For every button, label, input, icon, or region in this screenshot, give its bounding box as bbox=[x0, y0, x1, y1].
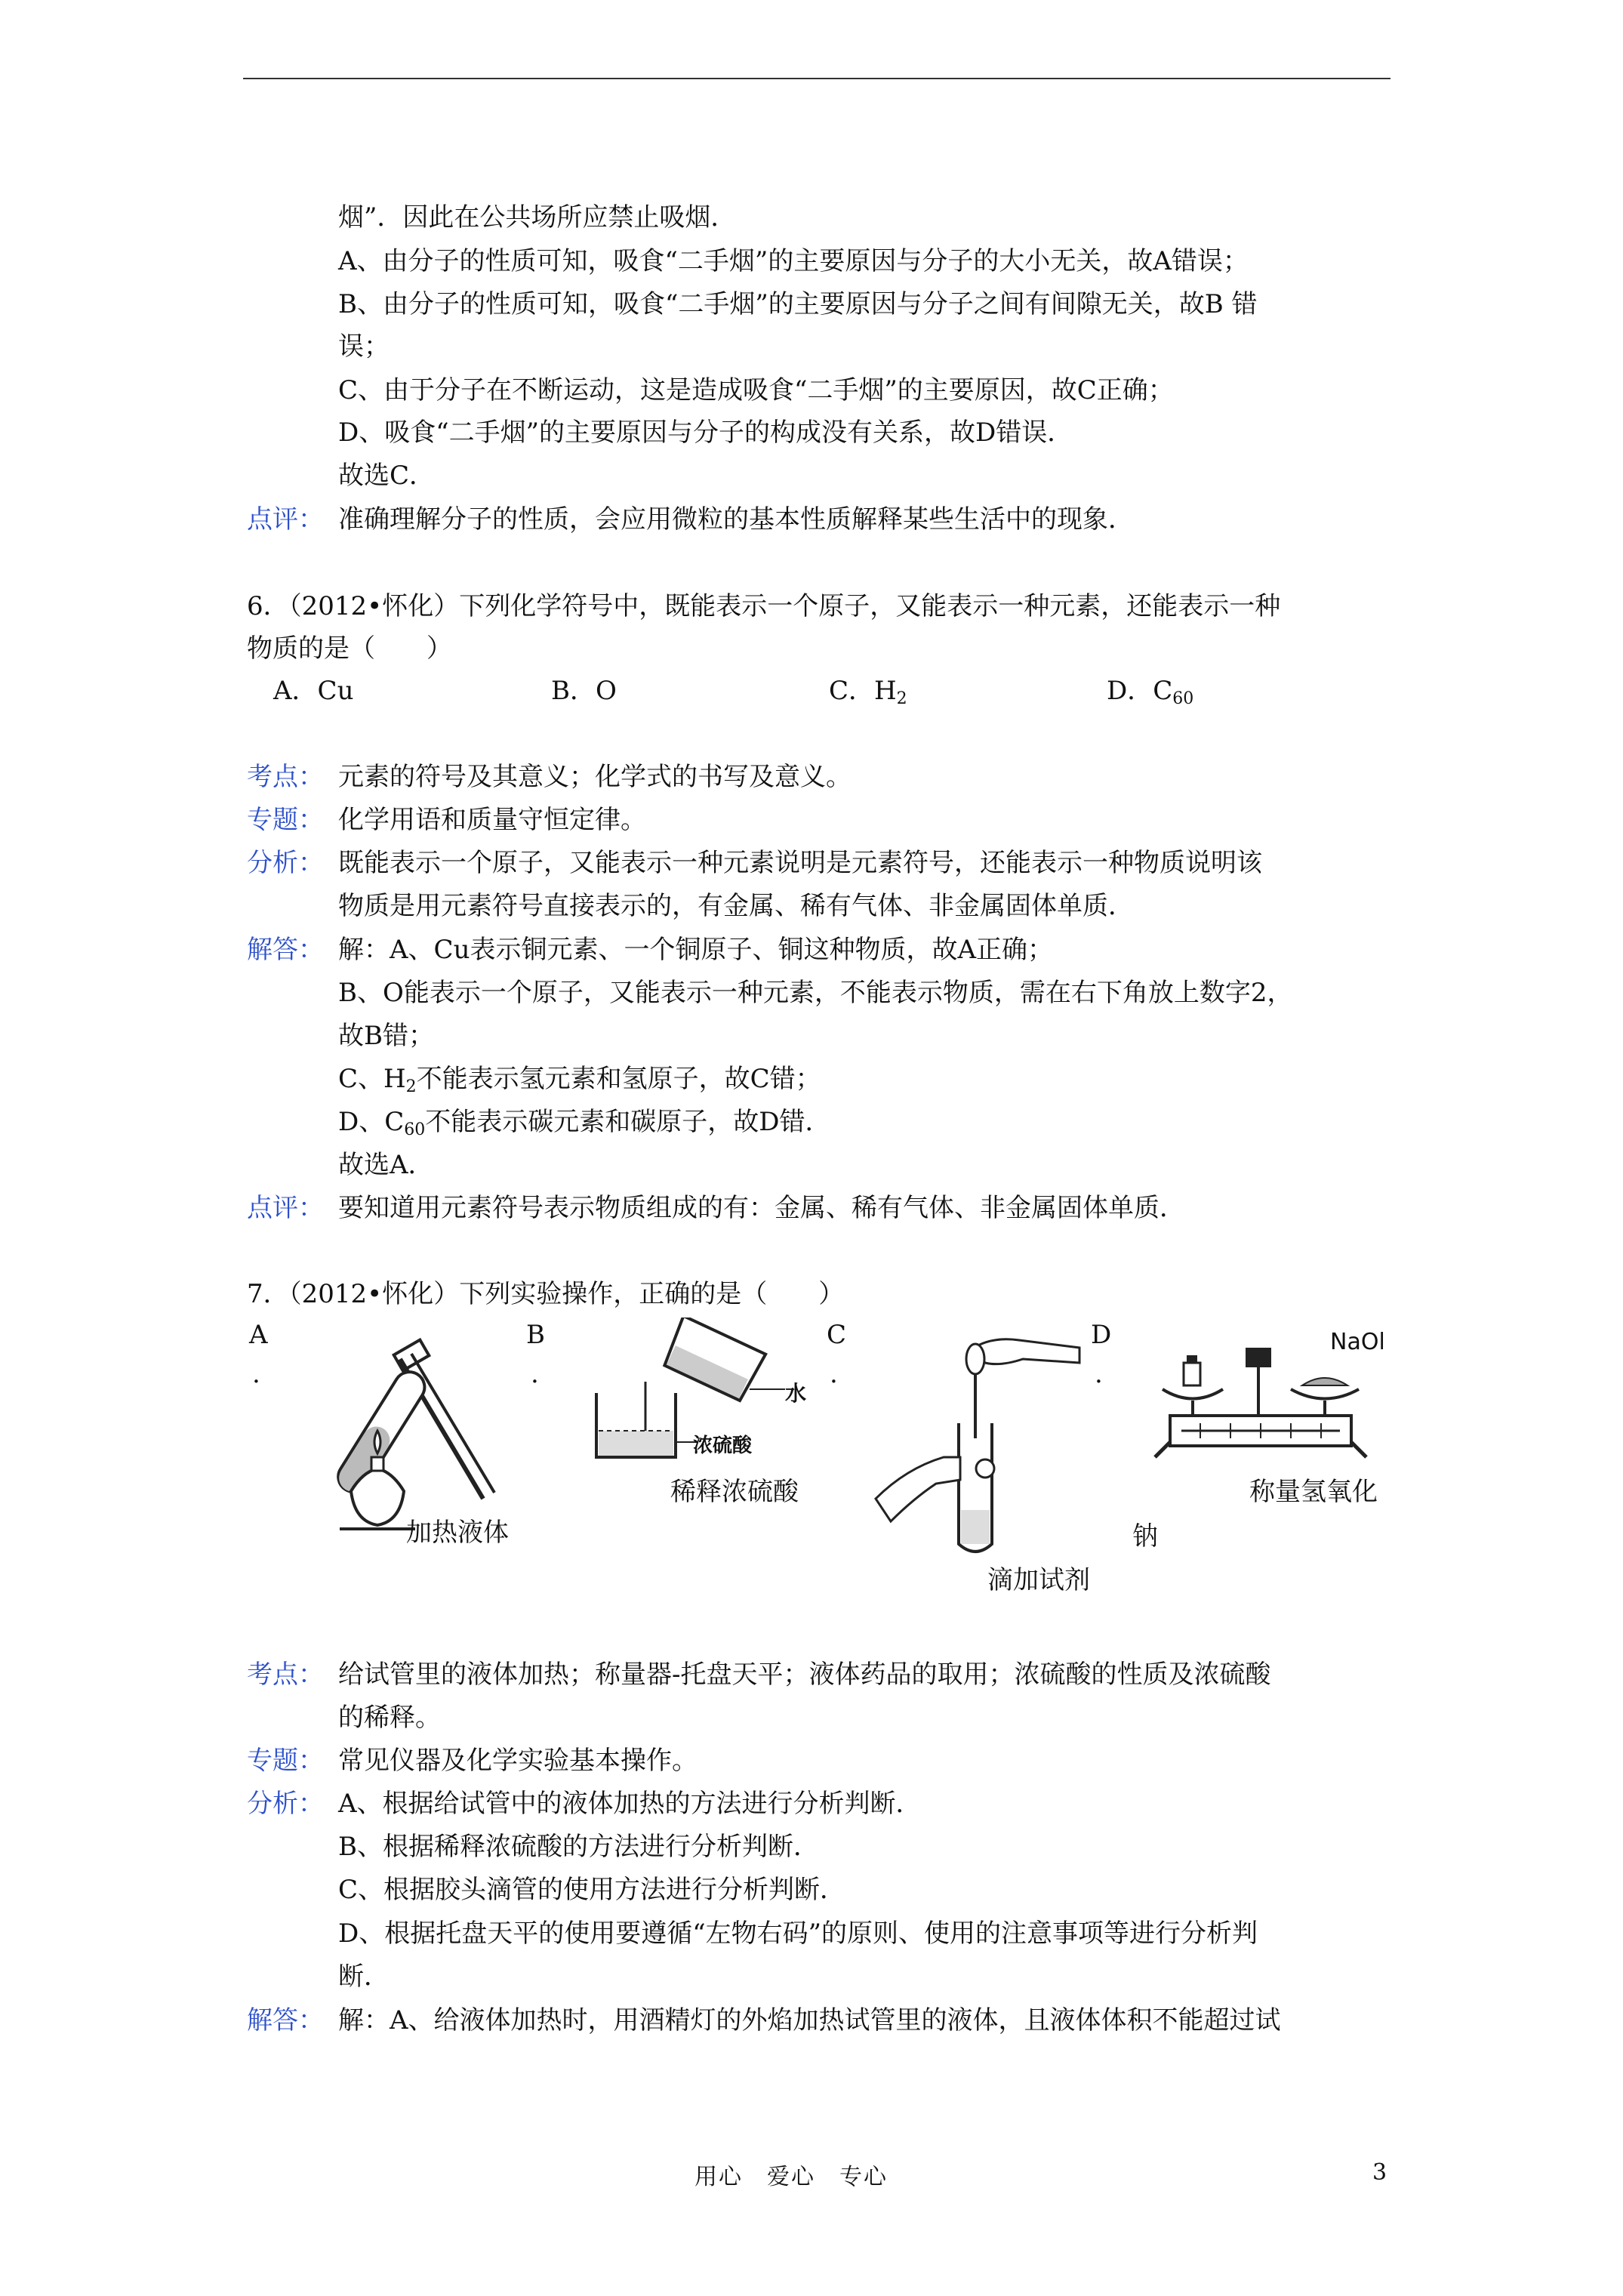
q6-jieda-line3: 故B错； bbox=[338, 1021, 434, 1051]
q6-fenxi-label: 分析： bbox=[247, 848, 324, 878]
q6-dianping-text: 要知道用元素符号表示物质组成的有：金属、稀有气体、非金属固体单质． bbox=[338, 1193, 1185, 1223]
q7-zhuanti-text: 常见仪器及化学实验基本操作。 bbox=[338, 1746, 698, 1776]
q6-answer: 故选A． bbox=[338, 1150, 434, 1180]
q7-label-acid: 浓硫酸 bbox=[693, 1435, 753, 1457]
q7-fenxi-line5: 断． bbox=[338, 1962, 390, 1992]
q6-zhuanti-text: 化学用语和质量守恒定律。 bbox=[338, 805, 646, 835]
q7-figure-c-dropper bbox=[861, 1318, 1087, 1559]
q6-jieda-line4: C、$H_2$不能表示氢元素和氢原子，故C错； bbox=[338, 1064, 821, 1096]
q7-jieda-label: 解答： bbox=[247, 2005, 324, 2036]
q7-figure-a-heating-liquid bbox=[287, 1318, 513, 1544]
q5-option-b-analysis: B、由分子的性质可知，吸食“二手烟”的主要原因与分子之间有间隙无关，故B 错 bbox=[338, 289, 1258, 319]
q6-stem-line2: 物质的是（ ） bbox=[247, 633, 452, 664]
q6-option-b: B．O bbox=[551, 676, 617, 706]
q7-fenxi-line2: B、根据稀释浓硫酸的方法进行分析判断． bbox=[338, 1832, 819, 1862]
q7-caption-b: 稀释浓硫酸 bbox=[670, 1477, 799, 1507]
q6-jieda-line5: D、$C_{60}$不能表示碳元素和碳原子，故D错． bbox=[338, 1107, 831, 1139]
q7-jieda-line1: 解：A、给液体加热时，用酒精灯的外焰加热试管里的液体，且液体体积不能超过试 bbox=[338, 2005, 1281, 2036]
q7-figure-b-letter: B bbox=[526, 1320, 545, 1350]
q7-figure-b-dot: . bbox=[531, 1359, 539, 1389]
q6-jieda-label: 解答： bbox=[247, 935, 324, 965]
q6-kaodian-text: 元素的符号及其意义；化学式的书写及意义。 bbox=[338, 762, 852, 792]
page-footer: 用心 爱心 专心 bbox=[694, 2164, 888, 2190]
q6-jieda-line2: B、O能表示一个原子，又能表示一种元素，不能表示物质，需在右下角放上数字2， bbox=[338, 978, 1293, 1008]
q5-option-c-analysis: C、由于分子在不断运动，这是造成吸食“二手烟”的主要原因，故C正确； bbox=[338, 375, 1174, 405]
q7-zhuanti-label: 专题： bbox=[247, 1746, 324, 1776]
q6-option-a: A．Cu bbox=[273, 676, 354, 706]
q5-option-d-analysis: D、吸食“二手烟”的主要原因与分子的构成没有关系，故D错误． bbox=[338, 418, 1073, 448]
q5-option-a-analysis: A、由分子的性质可知，吸食“二手烟”的主要原因与分子的大小无关，故A错误； bbox=[338, 246, 1249, 276]
q7-fenxi-label: 分析： bbox=[247, 1789, 324, 1819]
q7-figure-a-letter: A bbox=[249, 1320, 268, 1350]
q7-caption-c: 滴加试剂 bbox=[987, 1565, 1090, 1595]
q7-kaodian-line2: 的稀释。 bbox=[338, 1703, 441, 1733]
q7-caption-d-line2: 钠 bbox=[1132, 1521, 1158, 1552]
q6-option-c: C．$H_2$ bbox=[829, 676, 907, 708]
q7-figure-c-dot: . bbox=[830, 1359, 838, 1389]
q5-review-label: 点评： bbox=[247, 504, 324, 535]
q7-caption-a: 加热液体 bbox=[406, 1518, 509, 1548]
q6-zhuanti-label: 专题： bbox=[247, 805, 324, 835]
q7-fenxi-line1: A、根据给试管中的液体加热的方法进行分析判断． bbox=[338, 1789, 922, 1819]
q5-continuation: 烟”．因此在公共场所应禁止吸烟． bbox=[338, 202, 737, 233]
q6-kaodian-label: 考点： bbox=[247, 762, 324, 792]
q6-option-d: D．$C_{60}$ bbox=[1107, 676, 1194, 708]
q5-option-b-analysis-cont: 误； bbox=[338, 331, 390, 362]
q6-jieda-line1: 解：A、Cu表示铜元素、一个铜原子、铜这种物质，故A正确； bbox=[338, 935, 1054, 965]
header-rule bbox=[243, 78, 1390, 79]
q5-review-text: 准确理解分子的性质，会应用微粒的基本性质解释某些生活中的现象． bbox=[338, 504, 1134, 535]
q5-answer: 故选C． bbox=[338, 461, 436, 491]
q7-fenxi-line4: D、根据托盘天平的使用要遵循“左物右码”的原则、使用的注意事项等进行分析判 bbox=[338, 1918, 1258, 1949]
q7-kaodian-label: 考点： bbox=[247, 1660, 324, 1690]
q7-figure-a-dot: . bbox=[252, 1359, 260, 1389]
q7-figure-c-letter: C bbox=[827, 1320, 847, 1350]
q7-label-naoh: NaOl bbox=[1330, 1329, 1385, 1355]
q7-fenxi-line3: C、根据胶头滴管的使用方法进行分析判断． bbox=[338, 1875, 846, 1905]
q7-figure-d-letter: D bbox=[1091, 1320, 1112, 1350]
q7-kaodian-line1: 给试管里的液体加热；称量器-托盘天平；液体药品的取用；浓硫酸的性质及浓硫酸 bbox=[338, 1660, 1271, 1690]
q7-stem: 7．（2012•怀化）下列实验操作，正确的是（ ） bbox=[247, 1279, 845, 1309]
q6-stem-line1: 6．（2012•怀化）下列化学符号中，既能表示一个原子，又能表示一种元素，还能表示一种 bbox=[247, 591, 1281, 621]
q6-fenxi-line2: 物质是用元素符号直接表示的，有金属、稀有气体、非金属固体单质． bbox=[338, 891, 1134, 921]
q7-figure-d-dot: . bbox=[1095, 1359, 1103, 1389]
q7-caption-d-line1: 称量氢氧化 bbox=[1249, 1477, 1378, 1507]
q7-label-water: 水 bbox=[785, 1381, 807, 1406]
page-number: 3 bbox=[1372, 2159, 1387, 2186]
q6-dianping-label: 点评： bbox=[247, 1193, 324, 1223]
q6-fenxi-line1: 既能表示一个原子，又能表示一种元素说明是元素符号，还能表示一种物质说明该 bbox=[338, 848, 1262, 878]
